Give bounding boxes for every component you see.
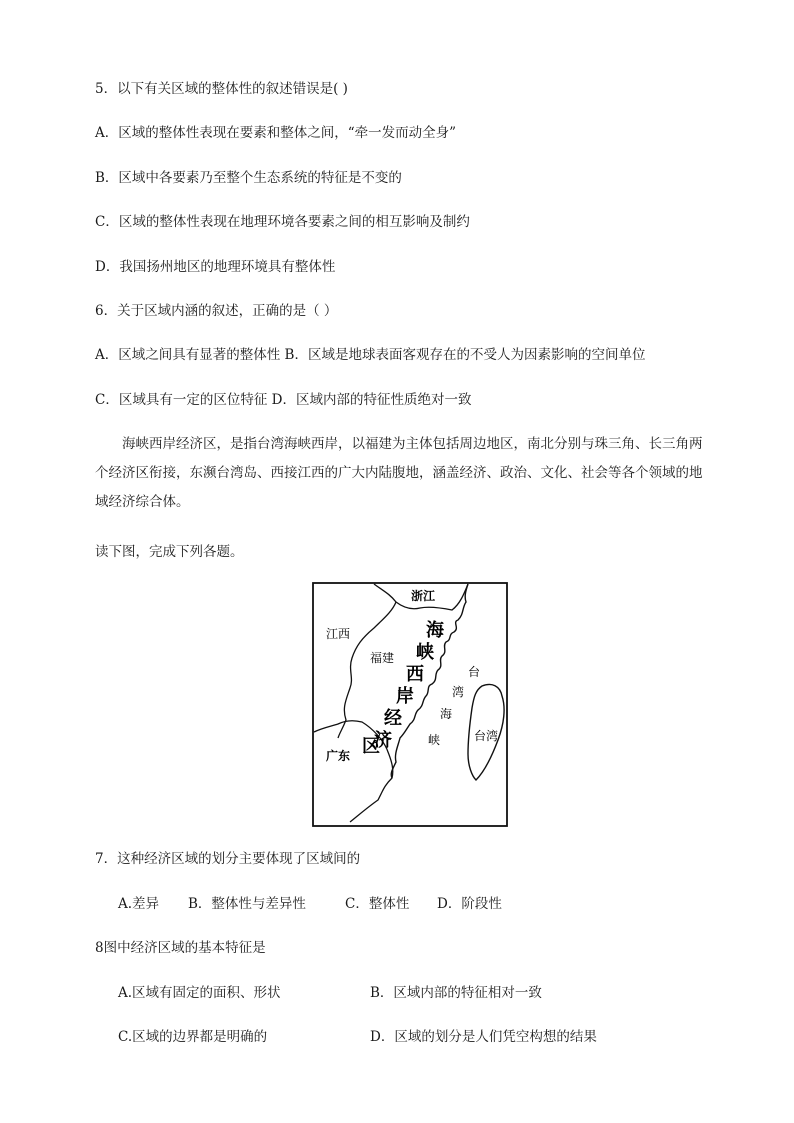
q5-option-c: C．区域的整体性表现在地理环境各要素之间的相互影响及制约 <box>95 214 470 230</box>
region-char-2: 峡 <box>416 642 434 663</box>
q5-stem: 5．以下有关区域的整体性的叙述错误是( ) <box>95 81 348 97</box>
q7-stem: 7．这种经济区域的划分主要体现了区域间的 <box>95 851 361 867</box>
region-char-1: 海 <box>426 620 444 641</box>
q6-stem: 6．关于区域内涵的叙述，正确的是（ ） <box>95 303 338 319</box>
q7-option-b: B．整体性与差异性 <box>188 896 306 912</box>
q7-option-a: A.差异 <box>118 896 160 912</box>
instruction: 读下图，完成下列各题。 <box>95 544 244 560</box>
q6-options-cd: C．区域具有一定的区位特征 D．区域内部的特征性质绝对一致 <box>95 392 472 408</box>
strait-char-1: 台 <box>468 665 481 679</box>
q8-stem: 8图中经济区域的基本特征是 <box>95 940 266 956</box>
region-char-4: 岸 <box>396 686 414 707</box>
q6-options-ab: A．区域之间具有显著的整体性 B．区域是地球表面客观存在的不受人为因素影响的空间单位 <box>95 347 646 363</box>
reading-passage: 海峡西岸经济区，是指台湾海峡西岸，以福建为主体包括周边地区，南北分别与珠三角、长三角两个经济区衔接，东濒台湾岛、西接江西的广大内陆腹地，涵盖经济、政治、文化、社会等各个领域的地域经济综合体。 <box>95 436 703 510</box>
q8-option-a: A.区域有固定的面积、形状 <box>118 985 281 1001</box>
q7-option-c: C．整体性 <box>345 896 410 912</box>
q8-option-d: D．区域的划分是人们凭空构想的结果 <box>370 1029 597 1045</box>
map-figure <box>312 582 508 827</box>
label-jiangxi: 江西 <box>326 627 351 641</box>
q8-option-b: B．区域内部的特征相对一致 <box>370 985 542 1001</box>
strait-char-4: 峡 <box>428 733 441 747</box>
label-taiwan: 台湾 <box>474 729 499 743</box>
region-char-6: 济 <box>374 730 392 751</box>
strait-char-3: 海 <box>440 707 453 721</box>
q5-option-b: B．区域中各要素乃至整个生态系统的特征是不变的 <box>95 170 402 186</box>
region-char-3: 西 <box>406 664 424 685</box>
region-char-5: 经 <box>384 708 402 729</box>
q7-option-d: D．阶段性 <box>437 896 502 912</box>
q5-option-d: D．我国扬州地区的地理环境具有整体性 <box>95 259 336 275</box>
label-fujian: 福建 <box>370 651 395 665</box>
strait-char-2: 湾 <box>452 685 465 699</box>
q8-option-c: C.区域的边界都是明确的 <box>118 1029 268 1045</box>
label-guangdong: 广东 <box>326 749 351 763</box>
label-zhejiang: 浙江 <box>411 589 436 603</box>
region-char-7: 区 <box>362 736 380 757</box>
q5-option-a: A．区域的整体性表现在要素和整体之间，“牵一发而动全身” <box>95 125 457 141</box>
